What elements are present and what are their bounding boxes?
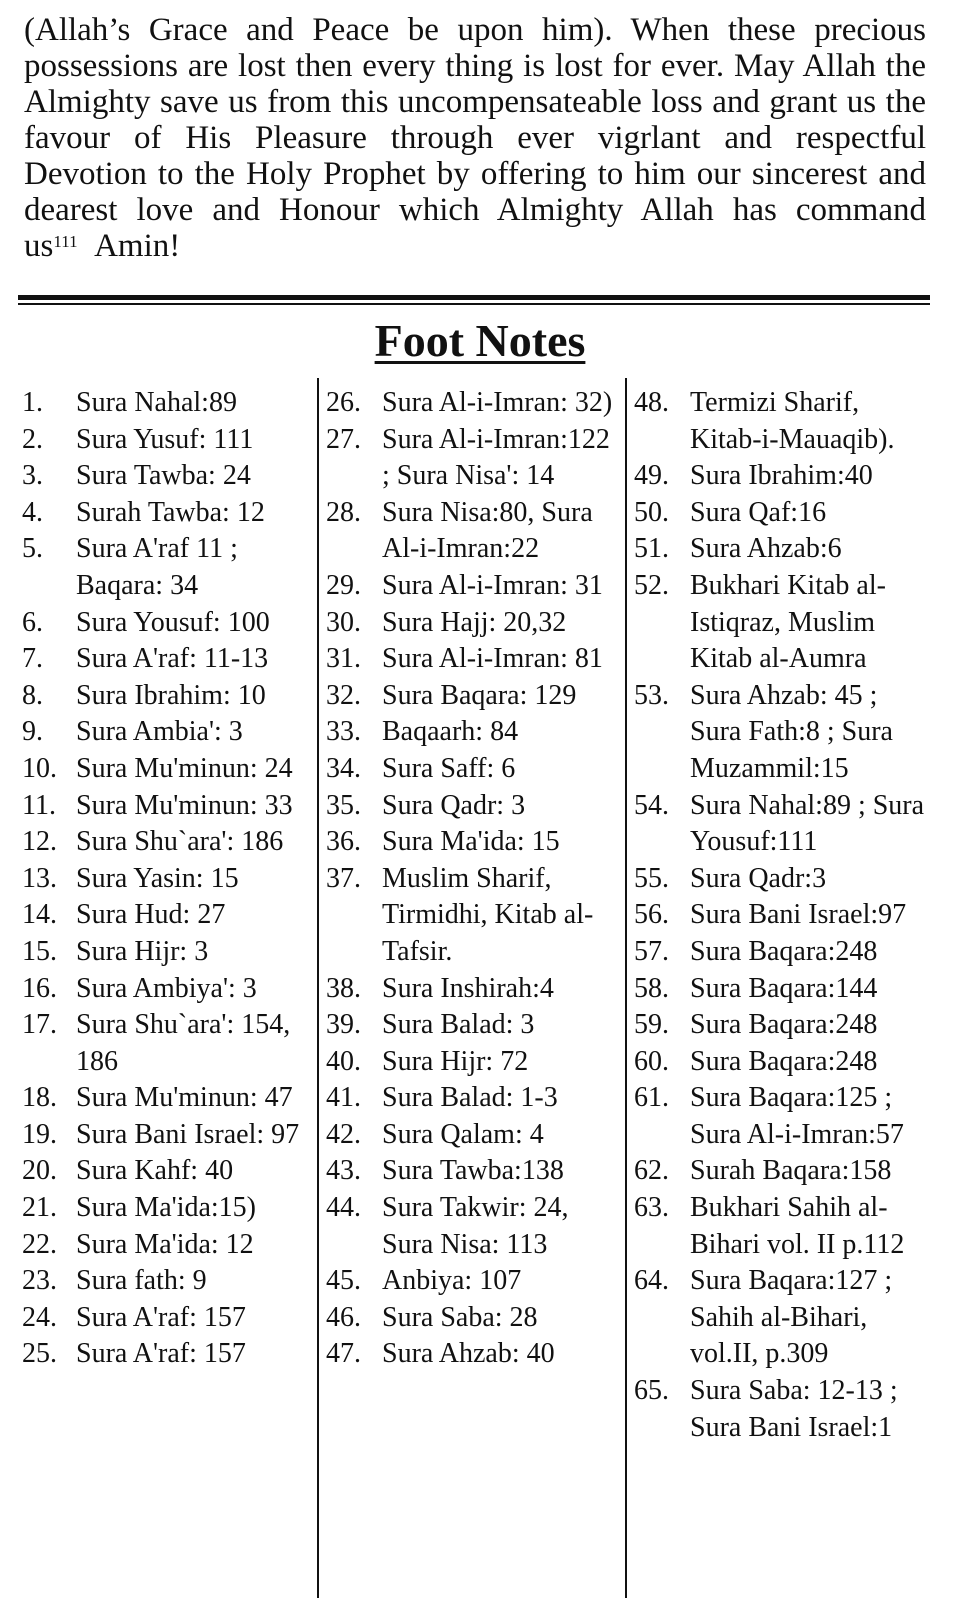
- footnote-number: 60.: [634, 1045, 669, 1077]
- footnote-text: Sura A'raf 11 ; Baqara: 34: [76, 533, 238, 601]
- footnote-text: Sura Nisa:80, Sura Al-i-Imran:22: [382, 496, 593, 565]
- footnote-number: 4.: [22, 496, 43, 528]
- footnote-item: [22, 897, 314, 934]
- footnote-item: [326, 1117, 622, 1154]
- footnote-item: [634, 458, 934, 495]
- footnote-item: [22, 714, 314, 751]
- footnote-item: [22, 1153, 314, 1190]
- footnote-item: [22, 1336, 314, 1373]
- footnote-number: 17.: [22, 1009, 57, 1041]
- footnote-text: Anbiya: 107: [382, 1265, 522, 1297]
- footnote-text: Sura Tawba:138: [382, 1155, 564, 1187]
- footnote-item: [22, 1117, 314, 1154]
- footnote-item: [22, 385, 314, 422]
- footnote-text: Sura Baqara:125 ; Sura Al-i-Imran:57: [690, 1082, 904, 1150]
- footnote-number: 58.: [634, 972, 669, 1004]
- footnote-text: Sura Mu'minun: 47: [76, 1082, 293, 1114]
- footnote-text: Sura Yousuf: 100: [76, 606, 270, 638]
- footnote-number: 43.: [326, 1155, 361, 1187]
- footnote-item: [326, 495, 622, 568]
- footnote-item: [634, 1044, 934, 1081]
- footnote-text: Surah Tawba: 12: [76, 496, 265, 528]
- footnote-text: Sura Hijr: 3: [76, 935, 209, 967]
- footnote-item: [634, 861, 934, 898]
- footnote-number: 6.: [22, 606, 43, 638]
- footnote-item: [326, 605, 622, 642]
- footnote-number: 56.: [634, 899, 669, 931]
- footnote-text: Sura Baqara:248: [690, 1045, 878, 1077]
- footnote-number: 5.: [22, 533, 43, 565]
- footnote-text: Sura Qalam: 4: [382, 1118, 544, 1150]
- footnote-item: [22, 422, 314, 459]
- footnote-number: 63.: [634, 1192, 669, 1224]
- double-rule-thin: [18, 303, 930, 305]
- footnote-item: [634, 971, 934, 1008]
- footnote-number: 39.: [326, 1009, 361, 1041]
- footnote-text: Sura Inshirah:4: [382, 972, 554, 1004]
- footnote-text: Sura Tawba: 24: [76, 460, 251, 492]
- footnote-number: 25.: [22, 1338, 57, 1370]
- footnote-number: 38.: [326, 972, 361, 1004]
- footnote-number: 26.: [326, 387, 361, 418]
- footnote-item: [634, 788, 934, 861]
- paragraph-ending: Amin!: [94, 228, 181, 264]
- footnote-text: Sura Baqara:127 ; Sahih al-Bihari, vol.II, p.309: [690, 1265, 893, 1370]
- footnote-number: 36.: [326, 826, 361, 858]
- footnote-text: Sura Bani Israel:97: [690, 899, 907, 931]
- footnote-number: 37.: [326, 862, 361, 894]
- footnote-item: [326, 824, 622, 861]
- footnote-text: Sura Kahf: 40: [76, 1155, 234, 1187]
- footnote-number: 50.: [634, 496, 669, 528]
- footnote-item: [326, 751, 622, 788]
- footnote-text: Sura Ambia': 3: [76, 716, 243, 748]
- footnote-text: Sura Yusuf: 111: [76, 423, 254, 455]
- footnote-number: 20.: [22, 1155, 57, 1187]
- footnote-item: [326, 1080, 622, 1117]
- footnote-number: 64.: [634, 1265, 669, 1297]
- footnote-item: [326, 641, 622, 678]
- footnote-text: Sura A'raf: 157: [76, 1301, 246, 1333]
- footnote-text: Sura Ahzab:6: [690, 533, 842, 565]
- footnote-item: [326, 714, 622, 751]
- footnote-number: 14.: [22, 899, 57, 931]
- footnote-item: [22, 531, 314, 604]
- footnote-number: 29.: [326, 569, 361, 601]
- footnote-number: 2.: [22, 423, 43, 455]
- footnote-number: 34.: [326, 752, 361, 784]
- footnote-text: Bukhari Sahih al-Bihari vol. II p.112: [690, 1192, 905, 1260]
- footnote-item: [22, 1300, 314, 1337]
- footnote-number: 51.: [634, 533, 669, 565]
- footnote-text: Sura Hajj: 20,32: [382, 606, 567, 638]
- footnote-text: Sura Mu'minun: 24: [76, 752, 293, 784]
- footnote-item: [22, 934, 314, 971]
- footnote-number: 35.: [326, 789, 361, 821]
- footnote-item: [22, 1007, 314, 1080]
- footnote-item: [326, 1007, 622, 1044]
- footnotes-column-1: [22, 385, 314, 1373]
- footnote-number: 10.: [22, 752, 57, 784]
- footnote-number: 18.: [22, 1082, 57, 1114]
- footnote-item: [326, 1190, 622, 1263]
- footnote-item: [22, 861, 314, 898]
- footnote-item: [22, 788, 314, 825]
- footnote-text: Sura Saba: 12-13 ; Sura Bani Israel:1: [690, 1375, 898, 1443]
- footnote-number: 15.: [22, 935, 57, 967]
- footnote-text: Sura Hijr: 72: [382, 1045, 529, 1077]
- footnote-number: 23.: [22, 1265, 57, 1297]
- footnote-text: Sura Yasin: 15: [76, 862, 239, 894]
- footnote-number: 16.: [22, 972, 57, 1004]
- footnote-number: 7.: [22, 643, 43, 675]
- footnote-item: [22, 605, 314, 642]
- footnote-item: [326, 1300, 622, 1337]
- footnote-item: [634, 495, 934, 532]
- footnote-text: Sura Ahzab: 40: [382, 1338, 555, 1370]
- footnote-text: Sura Ambiya': 3: [76, 972, 257, 1004]
- footnote-text: Sura Baqara:248: [690, 1009, 878, 1041]
- footnote-number: 65.: [634, 1375, 669, 1407]
- footnote-number: 57.: [634, 935, 669, 967]
- footnote-text: Sura Al-i-Imran: 81: [382, 643, 603, 675]
- footnote-item: [326, 568, 622, 605]
- footnote-text: Sura Mu'minun: 33: [76, 789, 293, 821]
- footnote-number: 24.: [22, 1301, 57, 1333]
- footnote-item: [326, 1044, 622, 1081]
- footnote-reference: 111: [53, 232, 78, 251]
- footnote-number: 53.: [634, 679, 669, 711]
- footnote-number: 21.: [22, 1192, 57, 1224]
- footnote-text: Baqaarh: 84: [382, 716, 519, 748]
- footnote-text: Sura A'raf: 157: [76, 1338, 246, 1370]
- footnote-number: 45.: [326, 1265, 361, 1297]
- footnote-item: [634, 678, 934, 788]
- footnote-item: [326, 861, 622, 971]
- footnote-number: 11.: [22, 789, 56, 821]
- footnote-text: Sura Ahzab: 45 ; Sura Fath:8 ; Sura Muzammil:15: [690, 679, 893, 784]
- footnote-text: Sura Balad: 1-3: [382, 1082, 558, 1114]
- footnote-number: 46.: [326, 1301, 361, 1333]
- footnote-number: 33.: [326, 716, 361, 748]
- footnote-number: 40.: [326, 1045, 361, 1077]
- footnote-text: Sura fath: 9: [76, 1265, 207, 1297]
- footnote-text: Sura A'raf: 11-13: [76, 643, 269, 675]
- footnote-text: Sura Ma'ida: 15: [382, 826, 560, 858]
- footnote-item: [22, 971, 314, 1008]
- footnote-text: Sura Ibrahim:40: [690, 460, 873, 492]
- footnote-text: Sura Shu`ara': 154, 186: [76, 1009, 291, 1077]
- footnote-item: [22, 1190, 314, 1227]
- footnote-number: 47.: [326, 1338, 361, 1370]
- footnote-item: [22, 751, 314, 788]
- footnote-item: [326, 1153, 622, 1190]
- footnote-number: 1.: [22, 387, 43, 418]
- footnote-item: [634, 1263, 934, 1373]
- footnote-number: 13.: [22, 862, 57, 894]
- footnote-number: 48.: [634, 387, 669, 418]
- footnote-text: Sura Baqara:248: [690, 935, 878, 967]
- footnote-item: [326, 385, 622, 422]
- footnote-number: 54.: [634, 789, 669, 821]
- column-divider-left: [317, 378, 319, 1598]
- footnote-item: [22, 678, 314, 715]
- footnote-text: Sura Baqara: 129: [382, 679, 577, 711]
- footnote-text: Sura Qadr:3: [690, 862, 827, 894]
- footnote-item: [634, 897, 934, 934]
- footnote-number: 28.: [326, 496, 361, 528]
- footnote-text: Sura Ma'ida: 12: [76, 1228, 254, 1260]
- footnote-text: Muslim Sharif, Tirmidhi, Kitab al-Tafsir.: [382, 862, 594, 967]
- footnote-item: [326, 422, 622, 495]
- footnote-text: Sura Qadr: 3: [382, 789, 526, 821]
- footnote-item: [326, 788, 622, 825]
- double-rule-thick: [18, 295, 930, 300]
- footnote-number: 30.: [326, 606, 361, 638]
- footnote-item: [326, 678, 622, 715]
- footnote-item: [326, 1336, 622, 1373]
- footnote-number: 52.: [634, 569, 669, 601]
- footnote-number: 44.: [326, 1192, 361, 1224]
- footnote-number: 31.: [326, 643, 361, 675]
- footnote-number: 12.: [22, 826, 57, 858]
- footnotes-heading: Foot Notes: [374, 315, 586, 366]
- footnote-item: [22, 641, 314, 678]
- footnote-text: Sura Al-i-Imran:122 ; Sura Nisa': 14: [382, 423, 610, 492]
- footnote-text: Sura Ma'ida:15): [76, 1192, 257, 1224]
- footnote-item: [634, 1373, 934, 1446]
- footnote-text: Sura Balad: 3: [382, 1009, 535, 1041]
- footnote-item: [634, 1080, 934, 1153]
- footnote-text: Sura Qaf:16: [690, 496, 827, 528]
- footnote-text: Surah Baqara:158: [690, 1155, 892, 1187]
- footnote-item: [326, 971, 622, 1008]
- footnote-number: 22.: [22, 1228, 57, 1260]
- footnotes-column-3: [634, 385, 934, 1446]
- footnote-text: Sura Saba: 28: [382, 1301, 538, 1333]
- footnote-text: Sura Nahal:89 ; Sura Yousuf:111: [690, 789, 925, 858]
- footnote-text: Bukhari Kitab al-Istiqraz, Muslim Kitab al-Aumra: [690, 569, 886, 675]
- footnote-number: 55.: [634, 862, 669, 894]
- footnote-text: Sura Saff: 6: [382, 752, 516, 784]
- footnote-item: [634, 531, 934, 568]
- footnote-number: 27.: [326, 423, 361, 455]
- footnote-item: [22, 1227, 314, 1264]
- footnote-text: Sura Nahal:89: [76, 387, 237, 418]
- footnote-item: [634, 934, 934, 971]
- footnote-text: Sura Al-i-Imran: 32): [382, 387, 613, 418]
- footnote-number: 32.: [326, 679, 361, 711]
- footnote-number: 59.: [634, 1009, 669, 1041]
- footnote-text: Sura Hud: 27: [76, 899, 226, 931]
- footnote-item: [22, 458, 314, 495]
- footnote-text: Sura Baqara:144: [690, 972, 878, 1004]
- footnote-number: 41.: [326, 1082, 361, 1114]
- footnote-item: [22, 495, 314, 532]
- paragraph-text: (Allah’s Grace and Peace be upon him). When these precious possessions are lost then every thing is lost for ever. May Allah the Almighty save us from this uncompensateable loss and grant us the favour of His Pleasure through ever vigrlant and respectful Devotion to the Holy Prophet by offering to him our sincerest and dearest love and Honour which Almighty Allah has command us: [24, 12, 926, 264]
- footnote-item: [634, 385, 934, 458]
- footnote-number: 61.: [634, 1082, 669, 1114]
- footnote-item: [22, 1263, 314, 1300]
- footnote-text: Sura Shu`ara': 186: [76, 826, 284, 858]
- footnote-item: [634, 1190, 934, 1263]
- footnote-number: 3.: [22, 460, 43, 492]
- footnote-text: Sura Ibrahim: 10: [76, 679, 266, 711]
- column-divider-right: [625, 378, 627, 1598]
- footnote-text: Sura Al-i-Imran: 31: [382, 569, 603, 601]
- footnote-item: [634, 1007, 934, 1044]
- footnote-number: 8.: [22, 679, 43, 711]
- footnote-text: Sura Takwir: 24, Sura Nisa: 113: [382, 1192, 569, 1260]
- footnote-number: 62.: [634, 1155, 669, 1187]
- closing-paragraph: [24, 12, 926, 264]
- footnote-text: Sura Bani Israel: 97: [76, 1118, 300, 1150]
- footnote-item: [22, 824, 314, 861]
- footnotes-column-2: [326, 385, 622, 1373]
- footnote-number: 42.: [326, 1118, 361, 1150]
- footnote-item: [634, 568, 934, 678]
- footnote-item: [22, 1080, 314, 1117]
- footnote-item: [326, 1263, 622, 1300]
- footnote-item: [634, 1153, 934, 1190]
- footnote-text: Termizi Sharif, Kitab-i-Mauaqib).: [690, 387, 895, 455]
- footnote-number: 19.: [22, 1118, 57, 1150]
- footnote-number: 49.: [634, 460, 669, 492]
- footnote-number: 9.: [22, 716, 43, 748]
